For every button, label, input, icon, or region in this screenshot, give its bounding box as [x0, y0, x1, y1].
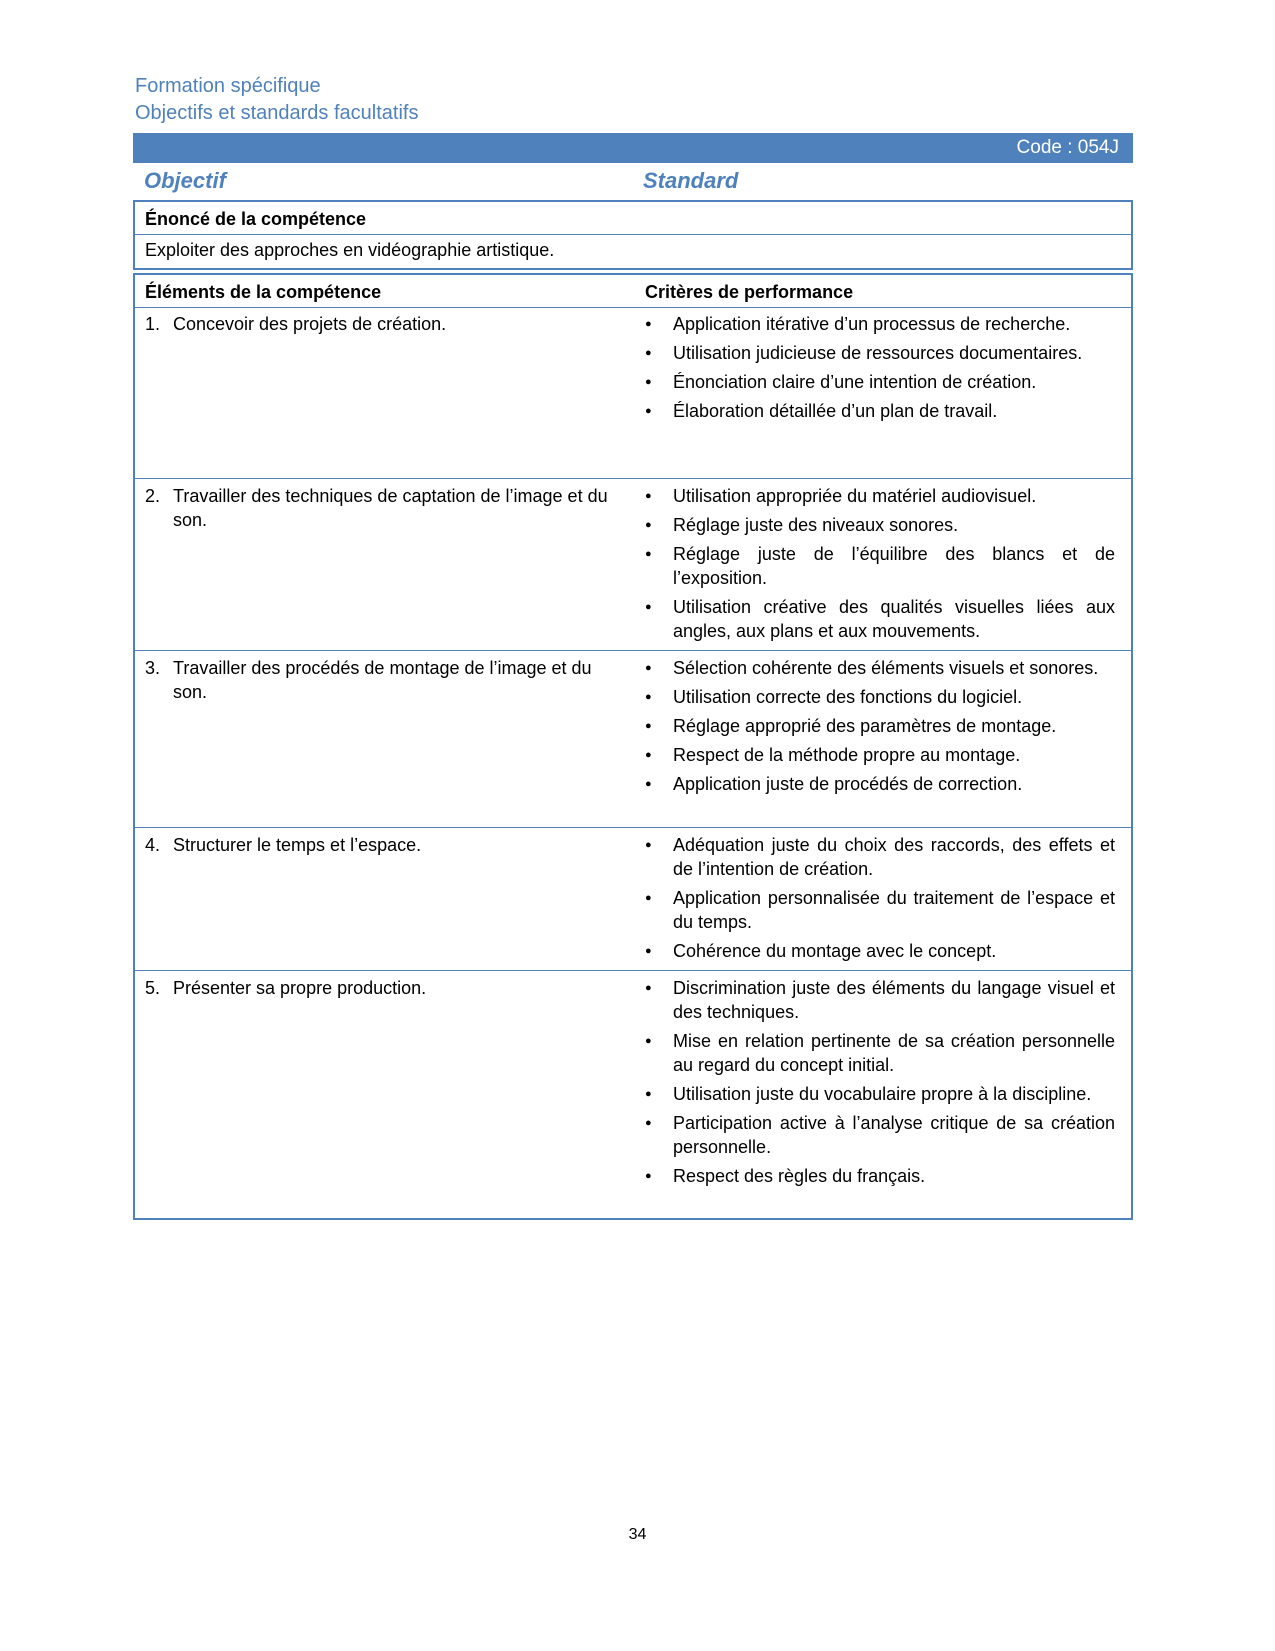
- element-number: 1.: [145, 314, 161, 334]
- criterion-item: ● Utilisation créative des qualités visuelles liées aux angles, aux plans et aux mouvements.: [645, 595, 1115, 643]
- element-number: 4.: [145, 835, 161, 855]
- criterion-item: ● Réglage juste des niveaux sonores.: [645, 513, 1115, 537]
- element-text: Travailler des techniques de captation de l’image et du son.: [173, 486, 608, 530]
- elements-header: Éléments de la compétence: [145, 282, 382, 302]
- competence-table: [133, 273, 1133, 1220]
- element-1: [145, 312, 615, 336]
- criterion-item: ● Respect de la méthode propre au montage.: [645, 743, 1115, 767]
- criterion-item: ● Utilisation juste du vocabulaire propre à la discipline.: [645, 1082, 1115, 1106]
- element-2: [145, 484, 615, 532]
- row-divider: [135, 970, 1131, 971]
- criteria-list-4: [645, 833, 1115, 968]
- element-4: [145, 833, 615, 857]
- criterion-item: ● Cohérence du montage avec le concept.: [645, 939, 1115, 963]
- row-divider: [135, 827, 1131, 828]
- code-label: Code : 054J: [1016, 137, 1119, 158]
- element-text: Travailler des procédés de montage de l’image et du son.: [173, 658, 592, 702]
- code-bar: [133, 133, 1133, 163]
- criteria-list-3: [645, 656, 1115, 801]
- criterion-item: ● Adéquation juste du choix des raccords, des effets et de l’intention de création.: [645, 833, 1115, 881]
- criterion-item: ● Respect des règles du français.: [645, 1164, 1115, 1188]
- enonce-label: Énoncé de la compétence: [145, 209, 367, 229]
- page-number: 34: [628, 1526, 647, 1543]
- criterion-item: ● Application juste de procédés de correction.: [645, 772, 1115, 796]
- criterion-item: ● Utilisation appropriée du matériel audiovisuel.: [645, 484, 1115, 508]
- row-divider: [135, 478, 1131, 479]
- section-subtitle: Objectifs et standards facultatifs: [135, 102, 419, 124]
- criterion-item: ● Réglage juste de l’équilibre des blancs et de l’exposition.: [645, 542, 1115, 590]
- criterion-item: ● Sélection cohérente des éléments visuels et sonores.: [645, 656, 1115, 680]
- column-title-objectif: Objectif: [144, 168, 226, 193]
- column-title-standard: Standard: [643, 168, 739, 193]
- criterion-item: ● Mise en relation pertinente de sa création personnelle au regard du concept initial.: [645, 1029, 1115, 1077]
- criterion-item: ● Utilisation judicieuse de ressources documentaires.: [645, 341, 1115, 365]
- section-title: Formation spécifique: [135, 75, 321, 97]
- element-3: [145, 656, 615, 704]
- element-number: 2.: [145, 486, 161, 506]
- element-text: Présenter sa propre production.: [173, 978, 427, 998]
- criterion-item: ● Application itérative d’un processus de recherche.: [645, 312, 1115, 336]
- criterion-item: ● Participation active à l’analyse critique de sa création personnelle.: [645, 1111, 1115, 1159]
- criteria-list-5: [645, 976, 1115, 1193]
- row-divider: [135, 234, 1131, 235]
- enonce-box: [133, 200, 1133, 270]
- criteria-list-2: [645, 484, 1115, 648]
- criterion-item: ● Discrimination juste des éléments du langage visuel et des techniques.: [645, 976, 1115, 1024]
- enonce-text: Exploiter des approches en vidéographie artistique.: [145, 240, 555, 260]
- criteria-header: Critères de performance: [645, 282, 854, 302]
- row-divider: [135, 307, 1131, 308]
- element-text: Concevoir des projets de création.: [173, 314, 447, 334]
- criterion-item: ● Application personnalisée du traitement de l’espace et du temps.: [645, 886, 1115, 934]
- criterion-item: ● Énonciation claire d’une intention de création.: [645, 370, 1115, 394]
- element-number: 5.: [145, 978, 161, 998]
- criterion-item: ● Utilisation correcte des fonctions du logiciel.: [645, 685, 1115, 709]
- element-text: Structurer le temps et l’espace.: [173, 835, 422, 855]
- row-divider: [135, 650, 1131, 651]
- criterion-item: ● Élaboration détaillée d’un plan de travail.: [645, 399, 1115, 423]
- element-number: 3.: [145, 658, 161, 678]
- element-5: [145, 976, 615, 1000]
- criteria-list-1: [645, 312, 1115, 428]
- criterion-item: ● Réglage approprié des paramètres de montage.: [645, 714, 1115, 738]
